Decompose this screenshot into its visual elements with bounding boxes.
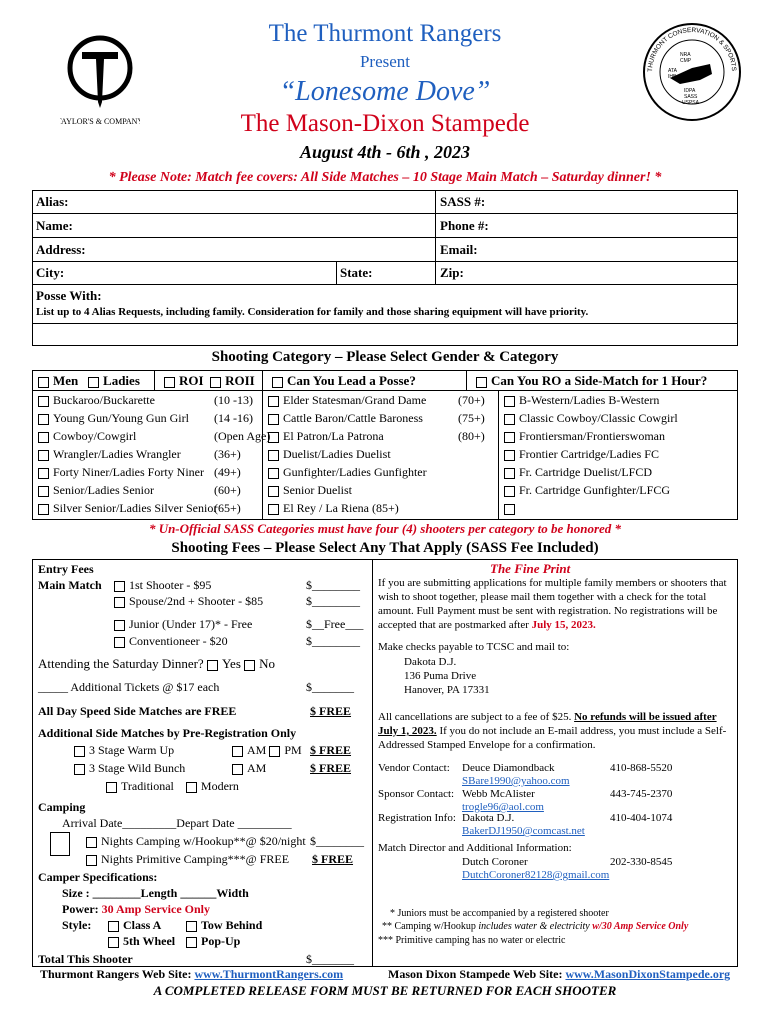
release-form-notice: A COMPLETED RELEASE FORM MUST BE RETURNED FOR EACH SHOOTER <box>153 983 617 998</box>
entry-fees-label: Entry Fees <box>38 562 94 576</box>
category-checkbox[interactable] <box>38 486 49 497</box>
category-label: Fr. Cartridge Gunfighter/LFCG <box>519 483 670 497</box>
club-title: The Thurmont Rangers <box>268 20 502 47</box>
category-label: Silver Senior/Ladies Silver Senior <box>53 501 218 515</box>
category-checkbox[interactable] <box>38 468 49 479</box>
thurmont-rangers-link[interactable]: www.ThurmontRangers.com <box>194 967 344 981</box>
director-label: Match Director and Additional Information: <box>378 842 572 854</box>
speed-matches-amount: $ FREE <box>310 704 352 718</box>
primitive-label: Nights Primitive Camping***@ FREE <box>101 852 290 866</box>
hookup-option <box>86 834 306 849</box>
dinner-no-checkbox[interactable] <box>244 660 255 671</box>
category-label: Classic Cowboy/Classic Cowgirl <box>519 411 678 425</box>
lead-posse-label: Can You Lead a Posse? <box>287 373 416 388</box>
category-label: Forty Niner/Ladies Forty Niner <box>53 465 204 479</box>
ro-side-label: Can You RO a Side-Match for 1 Hour? <box>491 373 708 388</box>
power-value: 30 Amp Service Only <box>101 902 210 916</box>
top-row-ro <box>164 373 255 389</box>
conventioneer-label: Conventioneer - $20 <box>129 634 228 648</box>
category-option <box>38 393 155 408</box>
contact-phone: 410-868-5520 <box>610 762 673 774</box>
style-label: Style: <box>62 918 92 932</box>
svg-text:USPSA: USPSA <box>682 100 699 106</box>
contact-phone: 410-404-1074 <box>610 812 673 824</box>
total-amount[interactable]: $_______ <box>306 952 354 966</box>
city-field[interactable]: City: <box>36 265 65 280</box>
wild-bunch-class <box>106 779 239 794</box>
contact-phone: 443-745-2370 <box>610 788 673 800</box>
tow-behind-label: Tow Behind <box>201 918 263 932</box>
camping-box[interactable] <box>50 832 70 856</box>
traditional-checkbox[interactable] <box>106 782 117 793</box>
side-matches-heading: Additional Side Matches by Pre-Registration Only <box>38 726 297 740</box>
cancel-text-1: All cancellations are subject to a fee of $25. <box>378 711 572 723</box>
total-label: Total This Shooter <box>38 952 133 966</box>
modern-label: Modern <box>200 779 239 793</box>
pop-up-checkbox[interactable] <box>186 937 197 948</box>
category-heading: Shooting Category – Please Select Gender & Category <box>211 349 559 365</box>
checks-payable: Make checks payable to TCSC and mail to: <box>378 641 570 653</box>
category-option <box>268 411 423 426</box>
match-fee-note: * Please Note: Match fee covers: All Side Matches – 10 Stage Main Match – Saturday dinner! * <box>108 170 662 185</box>
category-checkbox[interactable] <box>38 504 49 515</box>
footer-web-1 <box>40 967 343 982</box>
director-name: Dutch Coroner <box>462 856 528 868</box>
fifth-wheel-option <box>108 934 175 949</box>
category-label: Senior/Ladies Senior <box>53 483 154 497</box>
fees-heading: Shooting Fees – Please Select Any That Apply (SASS Fee Included) <box>171 540 599 556</box>
wild-bunch-label: 3 Stage Wild Bunch <box>89 761 186 775</box>
ro-side-checkbox[interactable] <box>476 377 487 388</box>
category-option <box>38 501 217 516</box>
spouse-label: Spouse/2nd + Shooter - $85 <box>129 594 264 608</box>
no-refund-text: No refunds will be issued after July 1, 2023. <box>378 711 717 737</box>
footer-web-2 <box>388 967 730 982</box>
category-option <box>504 465 652 480</box>
arrival-depart-field[interactable]: Arrival Date_________Depart Date _________ <box>62 816 292 830</box>
camper-spec-label: Camper Specifications: <box>38 870 158 884</box>
svg-text:ATA: ATA <box>668 68 677 74</box>
spouse-checkbox[interactable] <box>114 597 125 608</box>
dinner-question <box>38 656 275 672</box>
category-checkbox[interactable] <box>38 396 49 407</box>
warm-up-time <box>232 743 302 758</box>
category-label: Duelist/Ladies Duelist <box>283 447 391 461</box>
category-option <box>38 429 136 444</box>
pop-up-option <box>186 934 240 949</box>
junior-option <box>114 617 252 632</box>
camping-label: Camping <box>38 800 86 814</box>
hookup-label: Nights Camping w/Hookup**@ $20/night <box>101 834 306 848</box>
footnote-hookup-c: w/30 Amp Service Only <box>592 921 689 932</box>
category-age: (70+) <box>458 393 485 407</box>
category-label: Frontier Cartridge/Ladies FC <box>519 447 659 461</box>
warm-up-checkbox[interactable] <box>74 746 85 757</box>
junior-checkbox[interactable] <box>114 620 125 631</box>
category-checkbox[interactable] <box>504 450 515 461</box>
first-shooter-label: 1st Shooter - $95 <box>129 578 212 592</box>
category-age: (36+) <box>214 447 241 461</box>
contact-label: Sponsor Contact: <box>378 788 455 800</box>
top-row-gender <box>38 373 140 389</box>
fifth-wheel-label: 5th Wheel <box>123 934 176 948</box>
category-checkbox[interactable] <box>38 450 49 461</box>
first-shooter-amount[interactable]: $________ <box>306 578 360 592</box>
conventioneer-checkbox[interactable] <box>114 637 125 648</box>
director-phone: 202-330-8545 <box>610 856 673 868</box>
dinner-label: Attending the Saturday Dinner? <box>38 656 204 671</box>
first-shooter-option <box>114 578 211 593</box>
category-age: (49+) <box>214 465 241 479</box>
cancellation-policy <box>378 710 730 752</box>
contact-name: Dakota D.J. <box>462 812 515 824</box>
ro-side-option <box>476 373 707 389</box>
web1-label: Thurmont Rangers Web Site: <box>40 967 192 981</box>
category-checkbox[interactable] <box>504 468 515 479</box>
contact-name: Deuce Diamondback <box>462 762 555 774</box>
category-option <box>504 447 659 462</box>
roi-label: ROI <box>179 373 204 388</box>
category-label: Wrangler/Ladies Wrangler <box>53 447 181 461</box>
category-label: Elder Statesman/Grand Dame <box>283 393 427 407</box>
cancel-text-2: If you do not include an E-mail address, you must include a Self-Addressed Stamped Envelope for a confirmation. <box>378 725 727 751</box>
category-checkbox[interactable] <box>504 432 515 443</box>
svg-text:IDPA: IDPA <box>684 88 696 94</box>
hookup-amount[interactable]: $________ <box>310 834 364 848</box>
men-checkbox[interactable] <box>38 377 49 388</box>
junior-amount[interactable]: $__Free___ <box>306 617 364 631</box>
category-label: Fr. Cartridge Duelist/LFCD <box>519 465 652 479</box>
footnote-primitive: *** Primitive camping has no water or electric <box>378 935 566 946</box>
ladies-checkbox[interactable] <box>88 377 99 388</box>
tickets-amount[interactable]: $_______ <box>306 680 354 694</box>
category-age: (80+) <box>458 429 485 443</box>
category-checkbox[interactable] <box>268 504 279 515</box>
dinner-yes-checkbox[interactable] <box>207 660 218 671</box>
event-dates: August 4th - 6th , 2023 <box>299 142 471 162</box>
category-age: (14 -16) <box>214 411 253 425</box>
category-checkbox[interactable] <box>268 486 279 497</box>
wild-bunch-time <box>232 761 266 776</box>
tow-behind-checkbox[interactable] <box>186 921 197 932</box>
power-label: Power: <box>62 902 99 916</box>
category-checkbox[interactable] <box>268 396 279 407</box>
primitive-checkbox[interactable] <box>86 855 97 866</box>
footnote-hookup-b: includes water & electricity <box>478 921 590 932</box>
camper-size-field[interactable]: Size : ________Length ______Width <box>62 886 249 900</box>
warm-up-label: 3 Stage Warm Up <box>89 743 175 757</box>
am-label: AM <box>247 743 267 757</box>
warm-up-amount: $ FREE <box>310 743 352 757</box>
category-label: Cowboy/Cowgirl <box>53 429 137 443</box>
fine-print-para <box>378 576 730 632</box>
category-option <box>38 411 189 426</box>
category-option <box>504 429 665 444</box>
category-checkbox[interactable] <box>268 468 279 479</box>
svg-text:IHB: IHB <box>668 74 677 80</box>
category-option <box>268 393 426 408</box>
pop-up-label: Pop-Up <box>201 934 241 948</box>
category-label: Frontiersman/Frontierswoman <box>519 429 665 443</box>
contact-label: Vendor Contact: <box>378 762 450 774</box>
club-seal <box>640 20 745 125</box>
category-option <box>504 393 659 408</box>
category-label: Young Gun/Young Gun Girl <box>53 411 189 425</box>
fine-print-text: If you are submitting applications for multiple family members or shooters that wish to shoot together, please mail them together with a check for the total amount. Full Payment must be sent with registration. No registrations will be accepted that are postmarked after <box>378 577 727 631</box>
am-label: AM <box>247 761 267 775</box>
conventioneer-amount[interactable]: $________ <box>306 634 360 648</box>
category-checkbox[interactable] <box>504 504 515 515</box>
category-label: El Rey / La Riena (85+) <box>283 501 399 515</box>
category-checkbox[interactable] <box>38 432 49 443</box>
footnote-hookup-a: ** Camping w/Hookup <box>382 921 476 932</box>
category-checkbox[interactable] <box>38 414 49 425</box>
category-age: (75+) <box>458 411 485 425</box>
main-match-label: Main Match <box>38 578 102 592</box>
wild-bunch-checkbox[interactable] <box>74 764 85 775</box>
warm-up-option <box>74 743 174 758</box>
svg-text:CMP: CMP <box>680 58 692 64</box>
mason-dixon-link[interactable]: www.MasonDixonStampede.org <box>565 967 731 981</box>
event-subtitle: The Mason-Dixon Stampede <box>240 110 530 137</box>
alias-field[interactable]: Alias: <box>36 194 69 209</box>
category-option <box>268 483 352 498</box>
category-checkbox[interactable] <box>504 414 515 425</box>
svg-text:THURMONT CONSERVATION & SPORTS: THURMONT CONSERVATION & SPORTS <box>646 26 738 73</box>
yes-label: Yes <box>221 656 241 671</box>
contact-name: Webb McAlister <box>462 788 535 800</box>
category-age: (Open Age) <box>214 429 271 443</box>
address-field[interactable]: Address: <box>36 242 86 257</box>
class-a-checkbox[interactable] <box>108 921 119 932</box>
state-field[interactable]: State: <box>340 265 373 280</box>
category-option <box>504 483 670 498</box>
category-age: (10 -13) <box>214 393 253 407</box>
director-email[interactable]: DutchCoroner82128@gmail.com <box>462 869 610 881</box>
category-label: Gunfighter/Ladies Gunfighter <box>283 465 427 479</box>
speed-matches-label: All Day Speed Side Matches are FREE <box>38 704 237 718</box>
svg-text:TAYLOR'S & COMPANY: TAYLOR'S & COMPANY <box>60 117 140 126</box>
roii-checkbox[interactable] <box>210 377 221 388</box>
category-option <box>268 429 384 444</box>
category-option <box>268 465 427 480</box>
category-option <box>38 465 204 480</box>
category-checkbox[interactable] <box>504 396 515 407</box>
category-age: (65+) <box>214 501 241 515</box>
category-age: (60+) <box>214 483 241 497</box>
category-option <box>38 447 181 462</box>
svg-text:NRA: NRA <box>680 52 691 58</box>
roii-label: ROII <box>225 373 255 388</box>
primitive-amount: $ FREE <box>312 852 354 866</box>
event-name: “Lonesome Dove” <box>279 76 491 107</box>
mail-address-1: Dakota D.J. <box>404 656 457 668</box>
men-label: Men <box>53 373 79 388</box>
pm-label: PM <box>284 743 302 757</box>
category-label: Buckaroo/Buckarette <box>53 393 155 407</box>
footnote-hookup <box>382 921 688 932</box>
warm-up-am-checkbox[interactable] <box>232 746 243 757</box>
mail-address-2: 136 Puma Drive <box>404 670 477 682</box>
fifth-wheel-checkbox[interactable] <box>108 937 119 948</box>
deadline-date: July 15, 2023. <box>531 619 596 631</box>
no-label: No <box>259 656 276 671</box>
contact-email[interactable]: SBare1990@yahoo.com <box>462 775 570 787</box>
class-a-label: Class A <box>123 918 162 932</box>
category-label: B-Western/Ladies B-Western <box>519 393 660 407</box>
warm-up-pm-checkbox[interactable] <box>269 746 280 757</box>
email-field[interactable]: Email: <box>440 242 478 257</box>
spouse-amount[interactable]: $________ <box>306 594 360 608</box>
sass-field[interactable]: SASS #: <box>440 194 486 209</box>
contact-email[interactable]: BakerDJ1950@comcast.net <box>462 825 585 837</box>
svg-text:SASS: SASS <box>684 94 698 100</box>
category-option <box>268 447 391 462</box>
first-shooter-checkbox[interactable] <box>114 581 125 592</box>
wild-bunch-am-checkbox[interactable] <box>232 764 243 775</box>
category-option <box>38 483 154 498</box>
conventioneer-option <box>114 634 228 649</box>
name-field[interactable]: Name: <box>36 218 73 233</box>
wild-bunch-amount: $ FREE <box>310 761 352 775</box>
class-a-option <box>108 918 161 933</box>
spouse-option <box>114 594 263 609</box>
zip-field[interactable]: Zip: <box>440 265 464 280</box>
category-label: Senior Duelist <box>283 483 352 497</box>
roi-checkbox[interactable] <box>164 377 175 388</box>
traditional-label: Traditional <box>121 779 174 793</box>
phone-field[interactable]: Phone #: <box>440 218 489 233</box>
unofficial-note: * Un-Official SASS Categories must have four (4) shooters per category to be honored * <box>148 521 622 536</box>
ladies-label: Ladies <box>103 373 140 388</box>
hookup-checkbox[interactable] <box>86 837 97 848</box>
primitive-option <box>86 852 289 867</box>
present-text: Present <box>359 52 411 71</box>
category-label: El Patron/La Patrona <box>283 429 384 443</box>
footnote-juniors: * Juniors must be accompanied by a registered shooter <box>390 908 609 919</box>
category-option <box>504 411 678 426</box>
web2-label: Mason Dixon Stampede Web Site: <box>388 967 563 981</box>
fine-print-heading: The Fine Print <box>490 561 571 576</box>
posse-field[interactable]: Posse With: <box>36 288 102 303</box>
junior-label: Junior (Under 17)* - Free <box>129 617 253 631</box>
mail-address-3: Hanover, PA 17331 <box>404 684 490 696</box>
tow-behind-option <box>186 918 262 933</box>
lead-posse-option <box>272 373 416 389</box>
category-label: Cattle Baron/Cattle Baroness <box>283 411 423 425</box>
lead-posse-checkbox[interactable] <box>272 377 283 388</box>
category-checkbox[interactable] <box>504 486 515 497</box>
category-checkbox[interactable] <box>268 450 279 461</box>
category-option <box>268 501 399 516</box>
contact-label: Registration Info: <box>378 812 456 824</box>
additional-tickets[interactable]: _____ Additional Tickets @ $17 each <box>38 680 220 694</box>
power-line <box>62 902 210 917</box>
category-checkbox[interactable] <box>268 414 279 425</box>
category-option <box>504 501 519 516</box>
seal-icon <box>640 20 745 125</box>
category-checkbox[interactable] <box>268 432 279 443</box>
wild-bunch-option <box>74 761 185 776</box>
contact-email[interactable]: trogle96@aol.com <box>462 801 544 813</box>
modern-checkbox[interactable] <box>186 782 197 793</box>
posse-note: List up to 4 Alias Requests, including family. Consideration for family and those sharing equipment will have priority. <box>36 306 589 318</box>
